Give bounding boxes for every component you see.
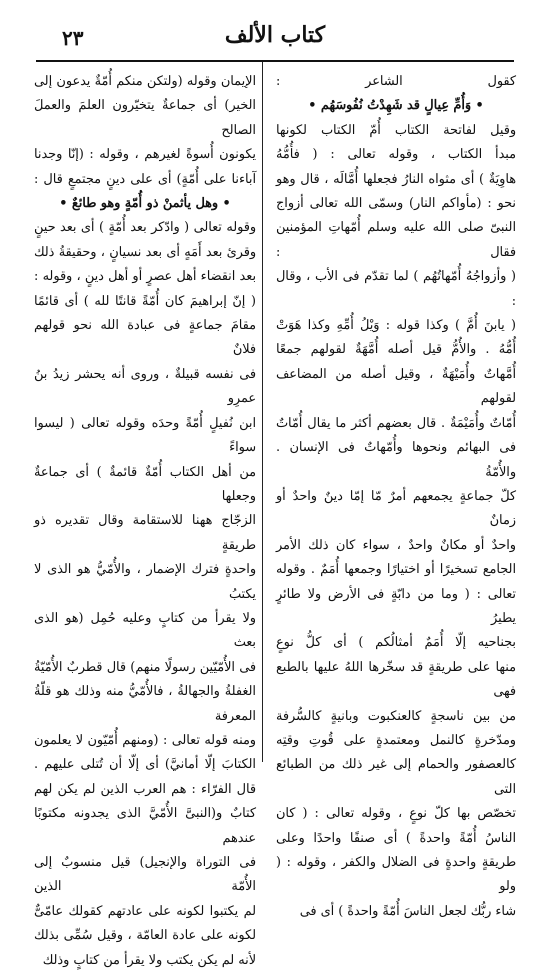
text-line: لكونه على عادة العامّة ، وقيل سُمِّى بذلك [34, 928, 256, 944]
text-line: مبدأ الكتاب ، وقوله تعالى : ( فأُمُّهُ [276, 147, 516, 163]
text-line: بعد انقضاء أهل عصرٍ أو أهل دينٍ ، وقوله : [34, 269, 256, 285]
text-line: مقامَ جماعةٍ فى عبادة الله نحو قولهم فلانٌ [34, 318, 256, 358]
text-line: طريقةٍ واحدةٍ فى الضلال والكفر ، وقوله : ( ولو [276, 855, 516, 895]
running-title: كتاب الألف [224, 22, 326, 48]
text-line: هاوِيَةٌ ) أى مثواه النارُ فجعلها أُمَّالَه ، قال وهو [276, 171, 516, 187]
text-line: ( إنّ إبراهيمَ كان أُمّةً قانتًا لله ) أى قائمًا [34, 293, 256, 309]
text-line: من أهل الكتاب أُمّةٌ قائمةٌ ) أى جماعةٌ وجعلها [34, 464, 256, 504]
text-line: من بين ناسجةٍ كالعنكبوت وبانيةٍ كالسُّرفة [276, 708, 516, 724]
text-line: الإيمان وقوله (ولتكن منكم أُمّةٌ يدعون إلى [34, 74, 256, 89]
text-line: فى نفسه قبيلةٌ ، وروى أنه يحشر زيدُ بنُ عمرِو [34, 366, 256, 407]
text-line: الناسُ أُمّةً واحدةً ) أى صنفًا واحدًا وعلى [276, 830, 516, 846]
text-line: الغفلةُ والجهالةُ ، فالأُمّيُّ منه وذلك هو قلّةُ المعرفة [34, 684, 256, 724]
header-rule [36, 60, 514, 62]
text-line: فى التوراة والإنجيل) قيل منسوبٌ إلى الأُمّة الذين [34, 855, 256, 895]
column-divider [262, 62, 263, 762]
text-line: لأنه لم يكن يكتب ولا يقرأ من كتابٍ وذلك [42, 952, 256, 968]
text-line: فى البهائم ونحوها وأُمّهاتٌ فى الإنسان . والأُمّةُ [276, 440, 516, 480]
text-line: قال الفرّاء : هم العرب الذين لم يكن لهم [34, 781, 256, 797]
text-line: الجامع تسخيرًا أو اختيارًا وجمعها أُمَمٌ . وقوله [276, 562, 516, 578]
text-line: ولا يقرأ من كتابٍ وعليه حُمِل (هو الذى بعث [34, 610, 256, 651]
text-line: تخصّص بها كلّ نوعٍ ، وقوله تعالى : ( كان [276, 806, 516, 822]
right-column [276, 70, 516, 919]
verse-line: • وهل يأثمنْ ذو أُمّةٍ وهو طائعٌ • [59, 196, 231, 212]
text-line: منها على طريقةٍ قد سخّرها اللهُ عليها بالطبع فهى [276, 659, 516, 700]
text-line: لم يكتبوا لكونه على عادتهم كقولك عامّىٌّ [34, 903, 256, 919]
text-line: كقول الشاعر : [276, 74, 516, 89]
text-line: ابن نُفيلٍ أُمّةً وحدَه وقوله تعالى ( ليسوا سواءً [34, 415, 256, 456]
text-line: النبىّ صلى الله عليه وسلم أُمّهاتِ المؤمنين فقال : [276, 220, 516, 260]
text-line: وقوله تعالى ( وادّكر بعد أُمّةٍ ) أى بعد حينٍ [34, 220, 256, 236]
text-line: كالعصفور والحمام إلى غير ذلك من الطبائع التى [276, 757, 516, 797]
text-line: الخير) أى جماعةٌ يتخيّرون العلمَ والعملَ الصالح [34, 98, 256, 138]
text-line: كلّ جماعةٍ يجمعهم أمرٌ مّا إمّا دينٌ واحدٌ أو زمانٌ [276, 488, 516, 529]
text-line: شاء ربُّك لجعل الناسَ أُمّةً واحدةً ) أى فى [299, 903, 516, 919]
text-line: أُمَّهاتٌ وأُمَيْهَةٌ ، وقيل أصله من المضاعف لقولهم [276, 366, 516, 407]
text-line: وقيل لفاتحة الكتاب أُمّ الكتاب لكونها [276, 122, 516, 138]
text-line: يكونون أُسوةً لغيرهم ، وقوله : (إنّا وجدنا [34, 147, 256, 163]
text-line: نحو : (مأواكم النار) وسمّى الله تعالى أزواج [276, 196, 516, 212]
text-line: ومدّخرةٍ كالنمل ومعتمدةٍ على قُوتِ وقتِه [276, 732, 516, 748]
text-line: ومنه قوله تعالى : (ومنهم أُمّيّون لا يعلمون [34, 732, 256, 748]
text-line: ( يابنَ أُمَّ ) وكذا قوله : وَيْلُ أُمِّهِ وكذا هَوَتْ [276, 318, 516, 334]
text-line: الزجّاج ههنا للاستقامة وقال تقديره ذو طريقةٍ [34, 513, 256, 553]
text-line: واحدةٍ فترك الإضمار ، والأُمّيُّ هو الذى لا يكتبُ [34, 562, 256, 602]
text-line: أُمُّهُ . والأُمُّ قيل أصله أُمَّهَةٌ لقولهم جمعًا [276, 342, 516, 358]
text-line: فى الأُمّيّين رسولًا منهم) قال قطربٌ الأُمّيّةُ [34, 659, 256, 675]
text-line: ( وأزواجُهُ أُمّهاتُهُم ) لما تقدّم فى الأب ، وقال : [276, 269, 516, 309]
text-line: آباءنا على أُمّةٍ) أى على دينٍ مجتمعٍ قال : [34, 171, 256, 187]
text-line: الكتابَ إلّا أمانيَّ) أى إلّا أن تُتلى عليهم . [34, 757, 256, 773]
text-line: وقرئ بعد أَمَهٍ أى بعد نسيانٍ ، وحقيقةُ ذلك [34, 244, 256, 260]
text-line: واحدٌ أو مكانٌ واحدٌ ، سواء كان ذلك الأمر [276, 537, 516, 553]
text-line: تعالى : ( وما من دابّةٍ فى الأرض ولا طائرٍ يطيرُ [276, 586, 516, 626]
text-line: كتابٌ و(النبىَّ الأُمّيَّ الذى يجدونه مكتوبًا عندهم [34, 806, 256, 846]
page-number: ٢٣ [62, 26, 84, 50]
verse-line: • وَأُمِّ عِيالٍ قد شَهِدْتُ نُفُوسَهُم • [308, 98, 484, 114]
left-column [34, 70, 256, 968]
text-line: أُمّاتٌ وأُمَيْمَةٌ . قال بعضهم أكثر ما يقال أُمّاتٌ [276, 415, 516, 431]
text-line: بجناحيه إلّا أُمَمٌ أمثالُكم ) أى كلُّ نوعٍ [276, 635, 516, 651]
